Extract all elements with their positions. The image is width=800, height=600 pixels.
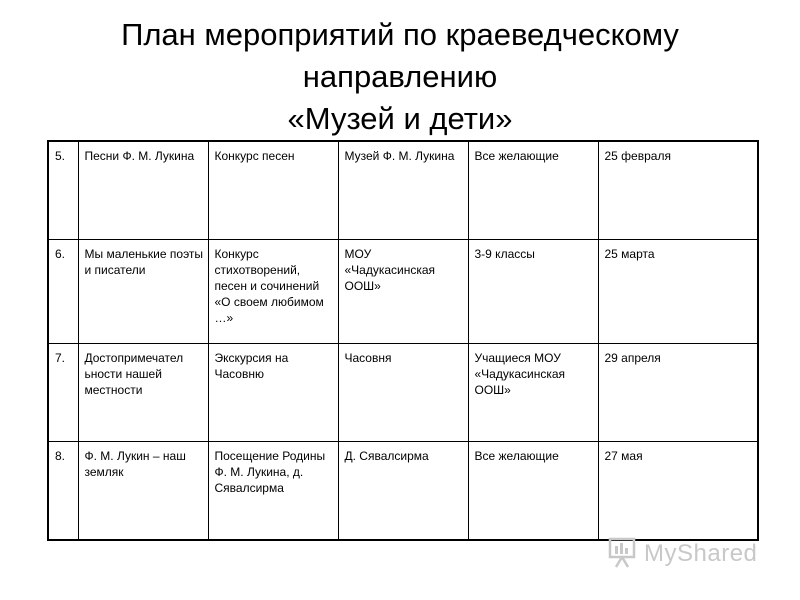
- presentation-board-icon: [608, 535, 638, 574]
- event-participants: 3-9 классы: [468, 239, 598, 343]
- row-number: 7.: [48, 343, 78, 441]
- title-line-1: План мероприятий по краеведческому: [121, 17, 679, 52]
- event-name: Песни Ф. М. Лукина: [78, 141, 208, 239]
- row-number: 8.: [48, 441, 78, 540]
- watermark: [608, 536, 757, 572]
- event-date: 27 мая: [598, 441, 758, 540]
- event-place: Часовня: [338, 343, 468, 441]
- event-date: 25 марта: [598, 239, 758, 343]
- event-name: Мы маленькие поэты и писатели: [78, 239, 208, 343]
- row-number: 6.: [48, 239, 78, 343]
- event-form: Экскурсия на Часовню: [208, 343, 338, 441]
- event-name: Достопримечател ьности нашей местности: [78, 343, 208, 441]
- event-place: Музей Ф. М. Лукина: [338, 141, 468, 239]
- event-form: Посещение Родины Ф. М. Лукина, д. Сявалсирма: [208, 441, 338, 540]
- table-row: [48, 441, 758, 540]
- event-place: МОУ «Чадукасинская ООШ»: [338, 239, 468, 343]
- event-form: Конкурс песен: [208, 141, 338, 239]
- event-date: 29 апреля: [598, 343, 758, 441]
- row-number: 5.: [48, 141, 78, 239]
- event-date: 25 февраля: [598, 141, 758, 239]
- title-line-2: направлению: [302, 59, 498, 94]
- event-participants: Все желающие: [468, 441, 598, 540]
- watermark-text: MyShared: [644, 540, 758, 567]
- event-name: Ф. М. Лукин – наш земляк: [78, 441, 208, 540]
- event-participants: Все желающие: [468, 141, 598, 239]
- table-row: [48, 343, 758, 441]
- page-title: [0, 14, 800, 140]
- event-participants: Учащиеся МОУ «Чадукасинская ООШ»: [468, 343, 598, 441]
- events-table: [47, 140, 759, 541]
- table-row: [48, 239, 758, 343]
- table-row: [48, 141, 758, 239]
- event-place: Д. Сявалсирма: [338, 441, 468, 540]
- title-line-3: «Музей и дети»: [287, 101, 513, 136]
- event-form: Конкурс стихотворений, песен и сочинений «О своем любимом …»: [208, 239, 338, 343]
